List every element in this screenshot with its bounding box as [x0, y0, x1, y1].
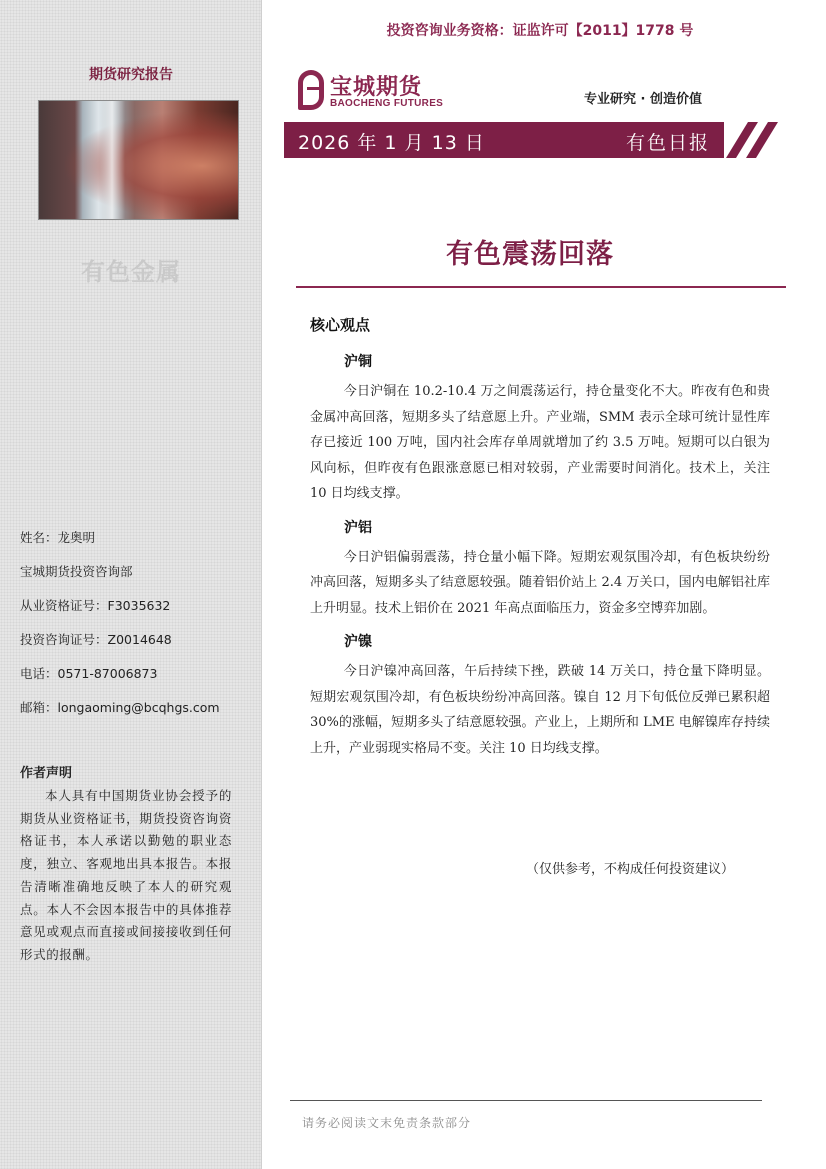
sidebar [0, 0, 262, 1169]
disclaimer-note: （仅供参考，不构成任何投资建议） [526, 862, 735, 877]
footer-divider [290, 1100, 762, 1101]
license-line: 投资咨询业务资格：证监许可【2011】1778 号 [386, 23, 694, 39]
title-divider [296, 286, 786, 288]
analyst-name-row: 姓名：龙奥明 [20, 530, 96, 545]
section-aluminum [310, 517, 770, 622]
cover-image [38, 100, 239, 220]
main-content [310, 314, 770, 771]
logo-mark-icon [298, 70, 324, 110]
slogan: 专业研究 · 创造价值 [584, 92, 702, 107]
logo-name-en: BAOCHENG FUTURES [330, 98, 444, 109]
sector-label: 有色金属 [81, 258, 181, 286]
logo-name-cn: 宝城期货 [330, 75, 423, 100]
section-copper [310, 351, 770, 507]
section-nickel [310, 631, 770, 761]
qualification-number-row: 从业资格证号：F3035632 [20, 598, 171, 613]
section-text: 今日沪铜在 10.2-10.4 万之间震荡运行，持仓量变化不大。昨夜有色和贵金属冲高回落，短期多头了结意愿上升。产业端，SMM 表示全球可统计显性库存已接近 100 万吨，国内社会库存单周就增加了约 3.5 万吨。短期可以白银为风向标，但昨夜有色跟涨意愿已相对较弱，产业需要时间消化。技术上，关注 10 日均线支撑。 [310, 384, 770, 501]
analyst-contact [20, 528, 250, 732]
declaration-heading: 作者声明 [20, 766, 73, 781]
footer-disclaimer-link: 请务必阅读文末免责条款部分 [302, 1116, 472, 1130]
email-row: 邮箱：longaoming@bcqhgs.com [20, 700, 220, 715]
section-text: 今日沪铝偏弱震荡，持仓量小幅下降。短期宏观氛围冷却，有色板块纷纷冲高回落，短期多头了结意愿较强。随着铝价站上 2.4 万关口，国内电解铝社库上升明显。技术上铝价在 2021 年高点面临压力，资金多空博弈加剧。 [310, 549, 770, 616]
analyst-department-row: 宝城期货投资咨询部 [20, 564, 133, 579]
company-logo [296, 70, 476, 116]
phone-row: 电话：0571-87006873 [20, 666, 158, 681]
report-title: 有色震荡回落 [446, 239, 614, 270]
report-type-label: 期货研究报告 [89, 67, 173, 83]
report-date: 2026 年 1 月 13 日 [298, 132, 485, 154]
report-kind: 有色日报 [625, 132, 710, 154]
section-text: 今日沪镍冲高回落，午后持续下挫，跌破 14 万关口，持仓量下降明显。短期宏观氛围冷却，有色板块纷纷冲高回落。镍自 12 月下旬低位反弹已累积超 30%的涨幅，短期多头了结意愿较强。产业上，上期所和 LME 电解镍库存持续上升，产业弱现实格局不变。关注 10 日均线支撑。 [310, 664, 770, 756]
section-heading: 沪铝 [344, 519, 372, 536]
banner-stripes-decoration [718, 122, 788, 158]
author-declaration [20, 762, 232, 967]
date-banner [284, 122, 724, 158]
email-link[interactable]: longaoming@bcqhgs.com [57, 700, 220, 715]
core-view-heading: 核心观点 [310, 316, 371, 334]
declaration-text: 本人具有中国期货业协会授予的期货从业资格证书，期货投资咨询资格证书，本人承诺以勤勉的职业态度，独立、客观地出具本报告。本报告清晰准确地反映了本人的研究观点。本人不会因本报告中的具体推荐意见或观点而直接或间接接收到任何形式的报酬。 [20, 788, 232, 962]
section-heading: 沪镍 [344, 634, 372, 650]
consulting-number-row: 投资咨询证号：Z0014648 [20, 632, 172, 647]
section-heading: 沪铜 [344, 354, 372, 370]
